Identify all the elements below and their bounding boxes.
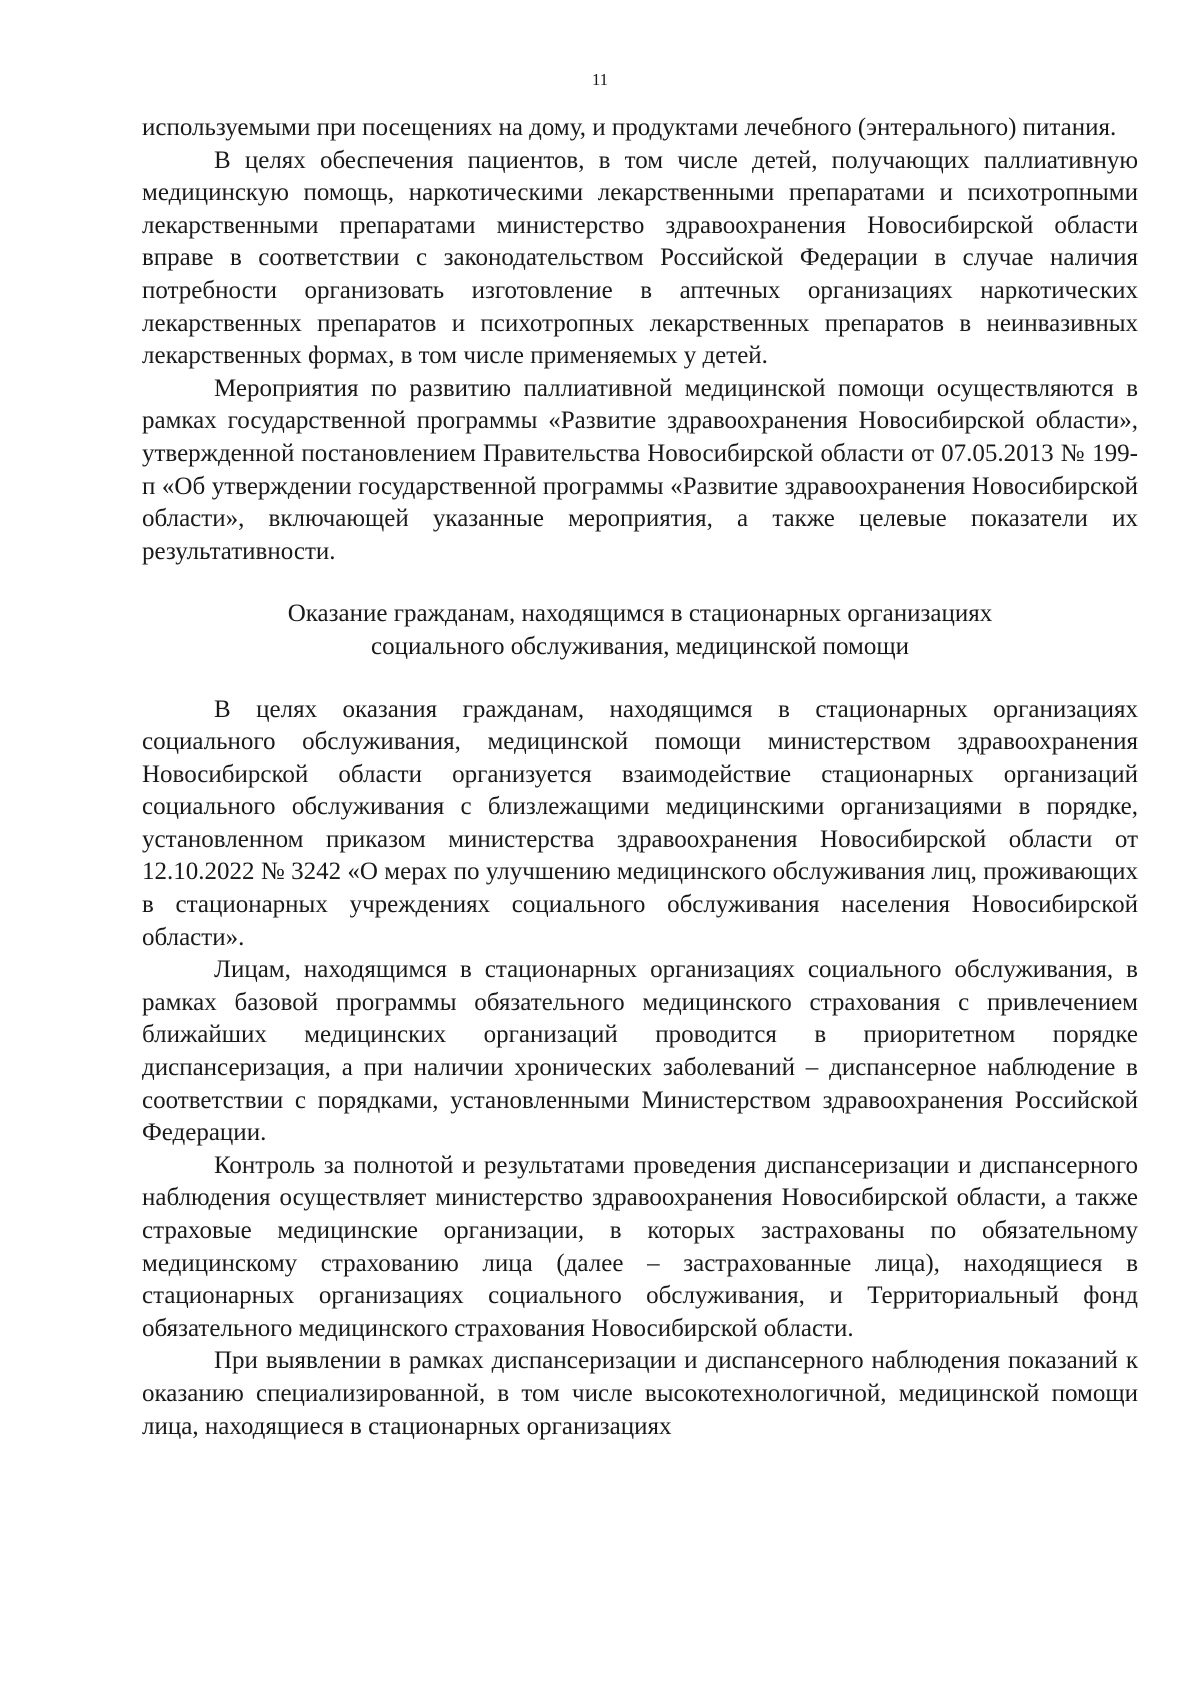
document-body bbox=[142, 112, 1138, 1443]
section-heading bbox=[142, 598, 1138, 663]
paragraph-dispensary: Лицам, находящимся в стационарных организациях социального обслуживания, в рамках базовой программы обязательного медицинского страхования с привлечением ближайших медицинских организаций проводится в приоритетном порядке диспансеризация, а при наличии хронических заболеваний – диспансерное наблюдение в соответствии с порядками, установленными Министерством здравоохранения Российской Федерации. bbox=[142, 956, 1138, 1147]
section-heading-line-1: Оказание гражданам, находящимся в стационарных организациях bbox=[287, 600, 993, 628]
paragraph-social-care-interaction: В целях оказания гражданам, находящимся в стационарных организациях социального обслуживания, медицинской помощи министерством здравоохранения Новосибирской области организуется взаимодействие стационарных организаций социального обслуживания с близлежащими медицинскими организациями в порядке, установленном приказом министерства здравоохранения Новосибирской области от 12.10.2022 № 3242 «О мерах по улучшению медицинского обслуживания лиц, проживающих в стационарных учреждениях социального обслуживания населения Новосибирской области». bbox=[142, 695, 1138, 951]
page-number: 11 bbox=[591, 70, 609, 89]
paragraph-control: Контроль за полнотой и результатами проведения диспансеризации и диспансерного наблюдения осуществляет министерство здравоохранения Новосибирской области, а также страховые медицинские организации, в которых застрахованы по обязательному медицинскому страхованию лица (далее – застрахованные лица), находящиеся в стационарных организациях социального обслуживания, и Территориальный фонд обязательного медицинского страхования Новосибирской области. bbox=[142, 1151, 1138, 1342]
section-heading-line-2: социального обслуживания, медицинской помощи bbox=[370, 632, 910, 660]
paragraph-specialized-care: При выявлении в рамках диспансеризации и диспансерного наблюдения показаний к оказанию специализированной, в том числе высокотехнологичной, медицинской помощи лица, находящиеся в стационарных организациях bbox=[142, 1347, 1138, 1440]
paragraph-state-program: Мероприятия по развитию паллиативной медицинской помощи осуществляются в рамках государственной программы «Развитие здравоохранения Новосибирской области», утвержденной постановлением Правительства Новосибирской области от 07.05.2013 № 199-п «Об утверждении государственной программы «Развитие здравоохранения Новосибирской области», включающей указанные мероприятия, а также целевые показатели их результативности. bbox=[142, 374, 1138, 565]
paragraph-continuation: используемыми при посещениях на дому, и продуктами лечебного (энтерального) питания. bbox=[142, 114, 1117, 141]
paragraph-narcotic-drugs: В целях обеспечения пациентов, в том числе детей, получающих паллиативную медицинскую помощь, наркотическими лекарственными препаратами и психотропными лекарственными препаратами министерство здравоохранения Новосибирской области вправе в соответствии с законодательством Российской Федерации в случае наличия потребности организовать изготовление в аптечных организациях наркотических лекарственных препаратов и психотропных лекарственных препаратов в неинвазивных лекарственных формах, в том числе применяемых у детей. bbox=[142, 146, 1138, 370]
